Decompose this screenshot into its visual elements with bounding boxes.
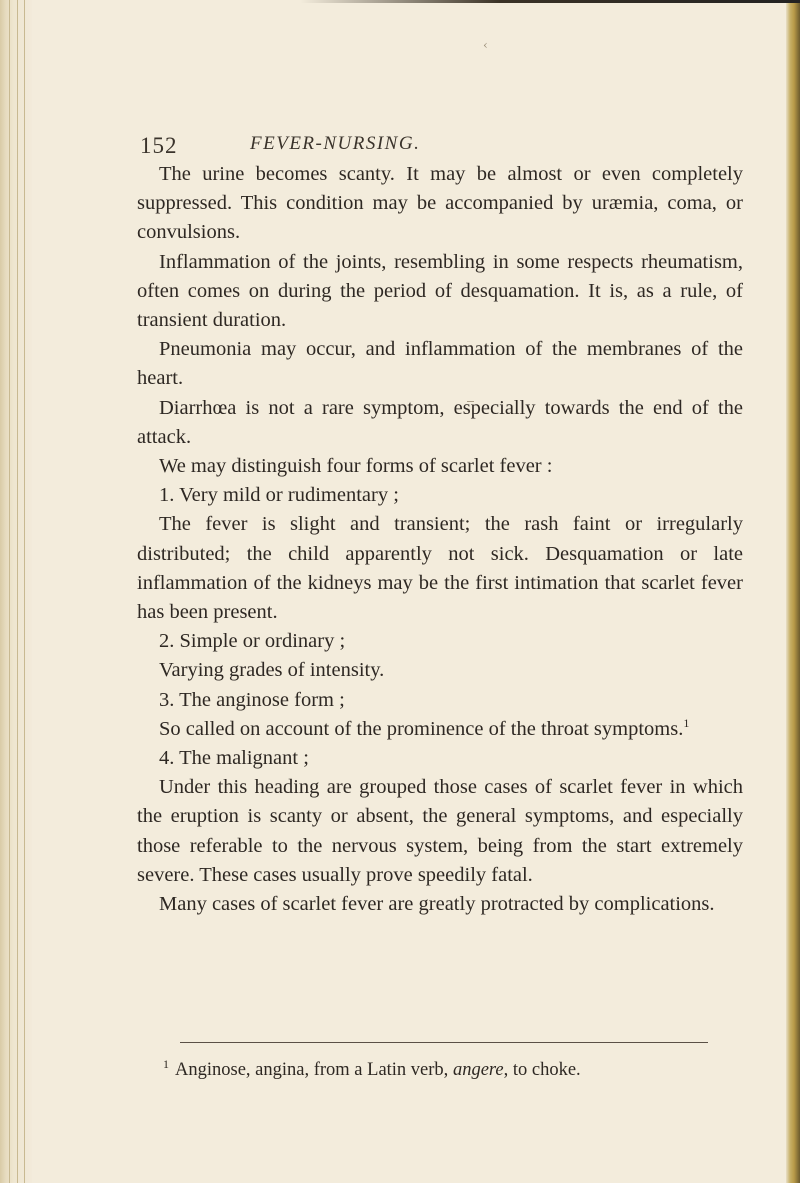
footnote-text: Anginose, angina, from a Latin verb, <box>175 1060 453 1080</box>
list-item: 2. Simple or ordinary ; <box>159 630 346 653</box>
page-right-edge <box>786 0 800 1183</box>
paragraph: Under this heading are grouped those cases of scarlet fever in which the eruption is scanty or absent, the general symptoms, and especially those referable to the nervous system, being from the start extremely severe. These cases usually prove speedily fatal. <box>137 776 743 886</box>
paragraph: The fever is slight and transient; the rash faint or irregularly distributed; the child apparently not sick. Desquamation or late inflammation of the kidneys may be the first intimation that scarlet fever has been present. <box>137 513 743 624</box>
list-item: 4. The malignant ; <box>159 747 309 770</box>
paragraph: Many cases of scarlet fever are greatly protracted by complications. <box>159 893 715 916</box>
paragraph: Varying grades of intensity. <box>159 659 385 682</box>
paragraph: Diarrhœa is not a rare symptom, especially towards the end of the attack. <box>137 396 743 448</box>
list-item: 1. Very mild or rudimentary ; <box>159 484 399 507</box>
paragraph: Pneumonia may occur, and inflammation of the membranes of the heart. <box>137 338 743 390</box>
footnote-text-end: , to choke. <box>503 1060 581 1080</box>
stray-mark: ‹ <box>483 38 488 52</box>
page-left-margin <box>0 0 32 1183</box>
binding-line <box>17 0 18 1183</box>
paragraph <box>137 715 743 744</box>
paragraph: We may distinguish four forms of scarlet fever : <box>159 455 553 478</box>
binding-line <box>24 0 25 1183</box>
running-head: FEVER-NURSING. <box>250 133 421 154</box>
footnote-latin-word: angere <box>452 1060 504 1080</box>
paragraph: Inflammation of the joints, resembling in some respects rheumatism, often comes on during the period of desquamation. It is, as a rule, of transient duration. <box>137 250 743 332</box>
body-text <box>137 160 743 919</box>
footnote-rule <box>180 1042 708 1043</box>
binding-line <box>9 0 10 1183</box>
page-top-edge <box>300 0 800 3</box>
page-number: 152 <box>140 133 178 158</box>
footnote-marker: 1 <box>163 1056 169 1071</box>
footnote-reference: 1 <box>683 716 690 731</box>
footnote <box>163 1058 763 1082</box>
paragraph: The urine becomes scanty. It may be almost or even completely suppressed. This condition may be accompanied by uræmia, coma, or convulsions. <box>137 163 743 244</box>
list-item: 3. The anginose form ; <box>159 688 345 711</box>
paragraph-text: So called on account of the prominence of the throat symptoms. <box>159 717 684 740</box>
